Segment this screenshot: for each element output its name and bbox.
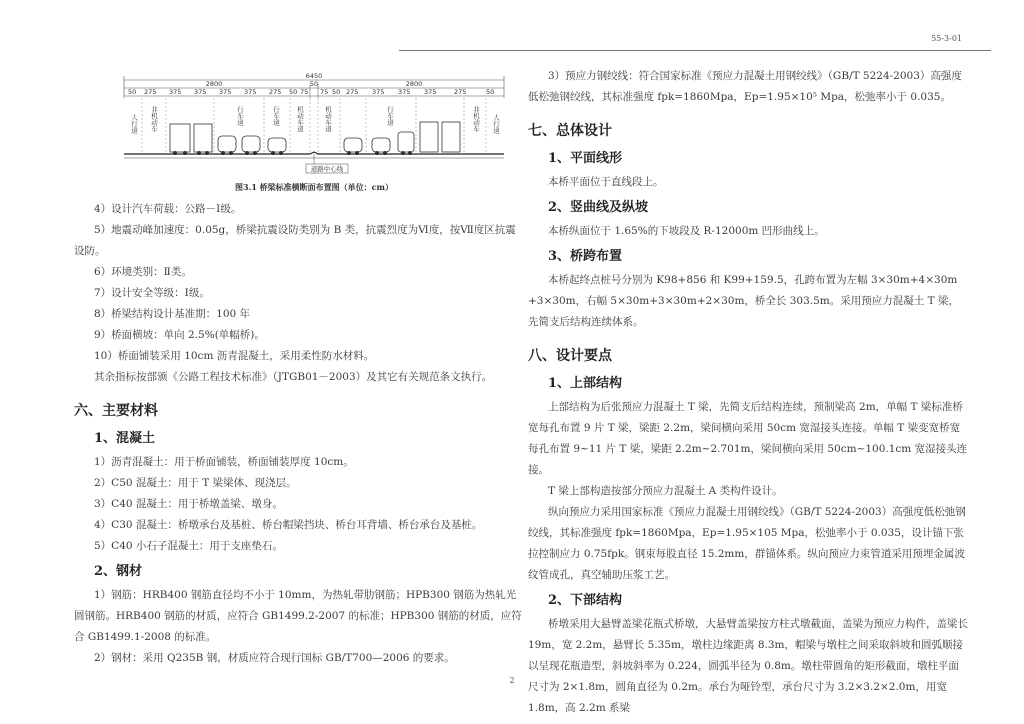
steel-title: 2、钢材: [94, 564, 143, 579]
substructure-text: 桥墩采用大悬臂盖梁花瓶式桥墩，大悬臂盖梁按方柱式墩截面，盖梁为预应力构件，盖梁长 19m，宽 2.2m，悬臂长 5.35m，墩柱边缘距离 8.3m，帽梁与墩柱之间采取斜坡和圆弧顺接以呈现花瓶造型，斜坡斜率为 0.224，圆弧半径为 0.8m。墩柱带圆角的矩形截面，墩柱平面尺寸为 2×1.8m，圆角直径为 0.2m。承台为哑铃型，承台尺寸为 3.2×3.2×2.0m，用宽 1.8m，高 2.2m 系梁: [528, 618, 968, 714]
lane-label-right-0: 机动车道: [324, 106, 332, 132]
spec-item-6: 6）环境类别：Ⅱ类。: [94, 266, 192, 278]
dim-row-left: [128, 88, 308, 96]
vertical-curve-title: 2、竖曲线及纵坡: [548, 200, 649, 215]
plane-alignment-title: 1、平面线形: [548, 151, 623, 166]
spec-item-5: 5）地震动峰加速度：0.05g，桥梁抗震设防类别为 B 类，抗震烈度为Ⅵ度，按Ⅶ度区抗震设防。: [74, 224, 516, 257]
spec-other: 其余指标按部颁《公路工程技术标准》（JTGB01－2003）及其它有关规范条文执行。: [94, 371, 493, 383]
section-8-title: 八、设计要点: [528, 348, 612, 364]
concrete-item-4: 4）C30 混凝土：桥墩承台及基桩、桥台帽梁挡块、桥台耳背墙、桥台承台及基桩。: [94, 519, 483, 531]
lane-label-left-2: 行车道: [272, 106, 280, 126]
lane-label-left-3: 机动车道: [296, 106, 304, 132]
lane-label-left-0: 非机动车: [150, 106, 158, 132]
dim-right-1: 50: [332, 88, 341, 96]
centerline-label: 道路中心线: [310, 165, 344, 173]
dim-right-2: 275: [346, 88, 359, 96]
dim-left-4: 375: [219, 88, 232, 96]
edge-label-left: 人行道: [130, 114, 138, 134]
section-7-title: 七、总体设计: [528, 123, 612, 139]
left-column: [74, 66, 522, 669]
dim-left-7: 50: [289, 88, 298, 96]
page-code: 55-3-01: [931, 34, 962, 43]
substructure-title: 2、下部结构: [548, 593, 623, 608]
span-layout-title: 3、桥跨布置: [548, 249, 623, 264]
dim-left-3: 375: [194, 88, 207, 96]
cross-section-figure: [114, 66, 514, 182]
section-6-title: 六、主要材料: [74, 403, 158, 419]
dim-right-7: 50: [486, 88, 495, 96]
spec-item-7: 7）设计安全等级：Ⅰ级。: [94, 287, 210, 299]
spec-item-8: 8）桥梁结构设计基准期：100 年: [94, 308, 251, 320]
edge-label-right: 人行道: [492, 114, 500, 134]
lane-label-right-1: 行车道: [386, 106, 394, 126]
concrete-item-1: 1）沥青混凝土：用于桥面铺装，桥面铺装厚度 10cm。: [94, 456, 354, 468]
superstructure-text-c: 纵向预应力采用国家标准《预应力混凝土用钢绞线》（GB/T 5224-2003）高强度低松弛钢绞线，其标准强度 fpk=1860Mpa，Ep=1.95×105 Mpa，松弛率小于 0.035，设计锚下张拉控制应力 0.75fpk。钢束每股直径 15.2mm，群锚体系。纵向预应力束管道采用预埋金属波纹管成孔，真空辅助压浆工艺。: [528, 506, 966, 581]
concrete-item-3: 3）C40 混凝土：用于桥墩盖梁、墩身。: [94, 498, 283, 510]
dim-right-3: 375: [372, 88, 385, 96]
dim-row-right: [320, 88, 494, 96]
superstructure-text-b: T 梁上部构造按部分预应力混凝土 A 类构件设计。: [548, 485, 783, 497]
dim-left-6: 275: [269, 88, 282, 96]
dim-left-2: 375: [169, 88, 182, 96]
right-column: [528, 66, 968, 719]
superstructure-title: 1、上部结构: [548, 376, 623, 391]
concrete-title: 1、混凝土: [94, 431, 156, 446]
plane-alignment-text: 本桥平面位于直线段上。: [548, 176, 664, 188]
spec-item-9: 9）桥面横坡：单向 2.5%(单幅桥)。: [94, 329, 265, 341]
superstructure-text-a: 上部结构为后张预应力混凝土 T 梁，先简支后结构连续，预制梁高 2m，单幅 T 梁标准桥宽每孔布置 9 片 T 梁，梁距 2.2m，梁间横向采用 50cm 宽湿接头连接。单幅 T 梁变宽桥宽每孔布置 9~11 片 T 梁，梁距 2.2m~2.701m，梁间横向采用 50cm~100.1cm 宽湿接头连接。: [528, 401, 968, 476]
vehicle-icons: [170, 122, 460, 152]
dim-left-1: 275: [144, 88, 157, 96]
steel-item-1: 1）钢筋：HRB400 钢筋直径均不小于 10mm，为热轧带肋钢筋；HPB300 钢筋为热轧光圆钢筋。HRB400 钢筋的材质，应符合 GB1499.2-2007 的标准；HPB300 钢筋的材质，应符合 GB1499.1-2008 的标准。: [74, 589, 522, 643]
spec-item-10: 10）桥面铺装采用 10cm 沥青混凝土，采用柔性防水材料。: [94, 350, 375, 362]
lane-label-left-1: 行车道: [236, 106, 244, 126]
median-label: 50: [309, 80, 319, 88]
concrete-item-2: 2）C50 混凝土：用于 T 梁梁体、现浇层。: [94, 477, 297, 489]
dim-left-8: 75: [300, 88, 309, 96]
steel-item-2: 2）钢材：采用 Q235B 钢，材质应符合现行国标 GB/T700—2006 的要求。: [94, 652, 455, 664]
dim-left-5: 375: [244, 88, 257, 96]
header-rule: [399, 50, 991, 51]
total-width-label: 6450: [305, 72, 323, 80]
span-layout-text: 本桥起终点桩号分别为 K98+856 和 K99+159.5，孔跨布置为左幅 3×30m+4×30m +3×30m，右幅 5×30m+3×30m+2×30m，桥全长 303.5m。采用预应力混凝土 T 梁，先简支后结构连续体系。: [528, 274, 959, 328]
spec-item-4: 4）设计汽车荷载：公路－Ⅰ级。: [94, 203, 242, 215]
dim-right-0: 75: [320, 88, 329, 96]
figure-caption: 图3.1 桥梁标准横断面布置图（单位：cm）: [234, 182, 394, 192]
page-number: 2: [509, 676, 515, 685]
half-width-left: 2800: [205, 80, 223, 88]
dim-right-6: 275: [454, 88, 467, 96]
half-width-right: 2800: [405, 80, 423, 88]
lane-label-right-2: 非机动车: [472, 106, 480, 132]
dim-right-4: 375: [398, 88, 411, 96]
prestress-steel-line: 3）预应力钢绞线：符合国家标准《预应力混凝土用钢绞线》（GB/T 5224-2003）高强度低松弛钢绞线，其标准强度 fpk=1860Mpa，Ep=1.95×10⁵ Mpa，松弛率小于 0.035。: [528, 70, 962, 103]
dim-right-5: 375: [424, 88, 437, 96]
vertical-curve-text: 本桥纵面位于 1.65%的下坡段及 R-12000m 凹形曲线上。: [548, 225, 825, 237]
dim-left-0: 50: [128, 88, 137, 96]
concrete-item-5: 5）C40 小石子混凝土：用于支座垫石。: [94, 540, 283, 552]
